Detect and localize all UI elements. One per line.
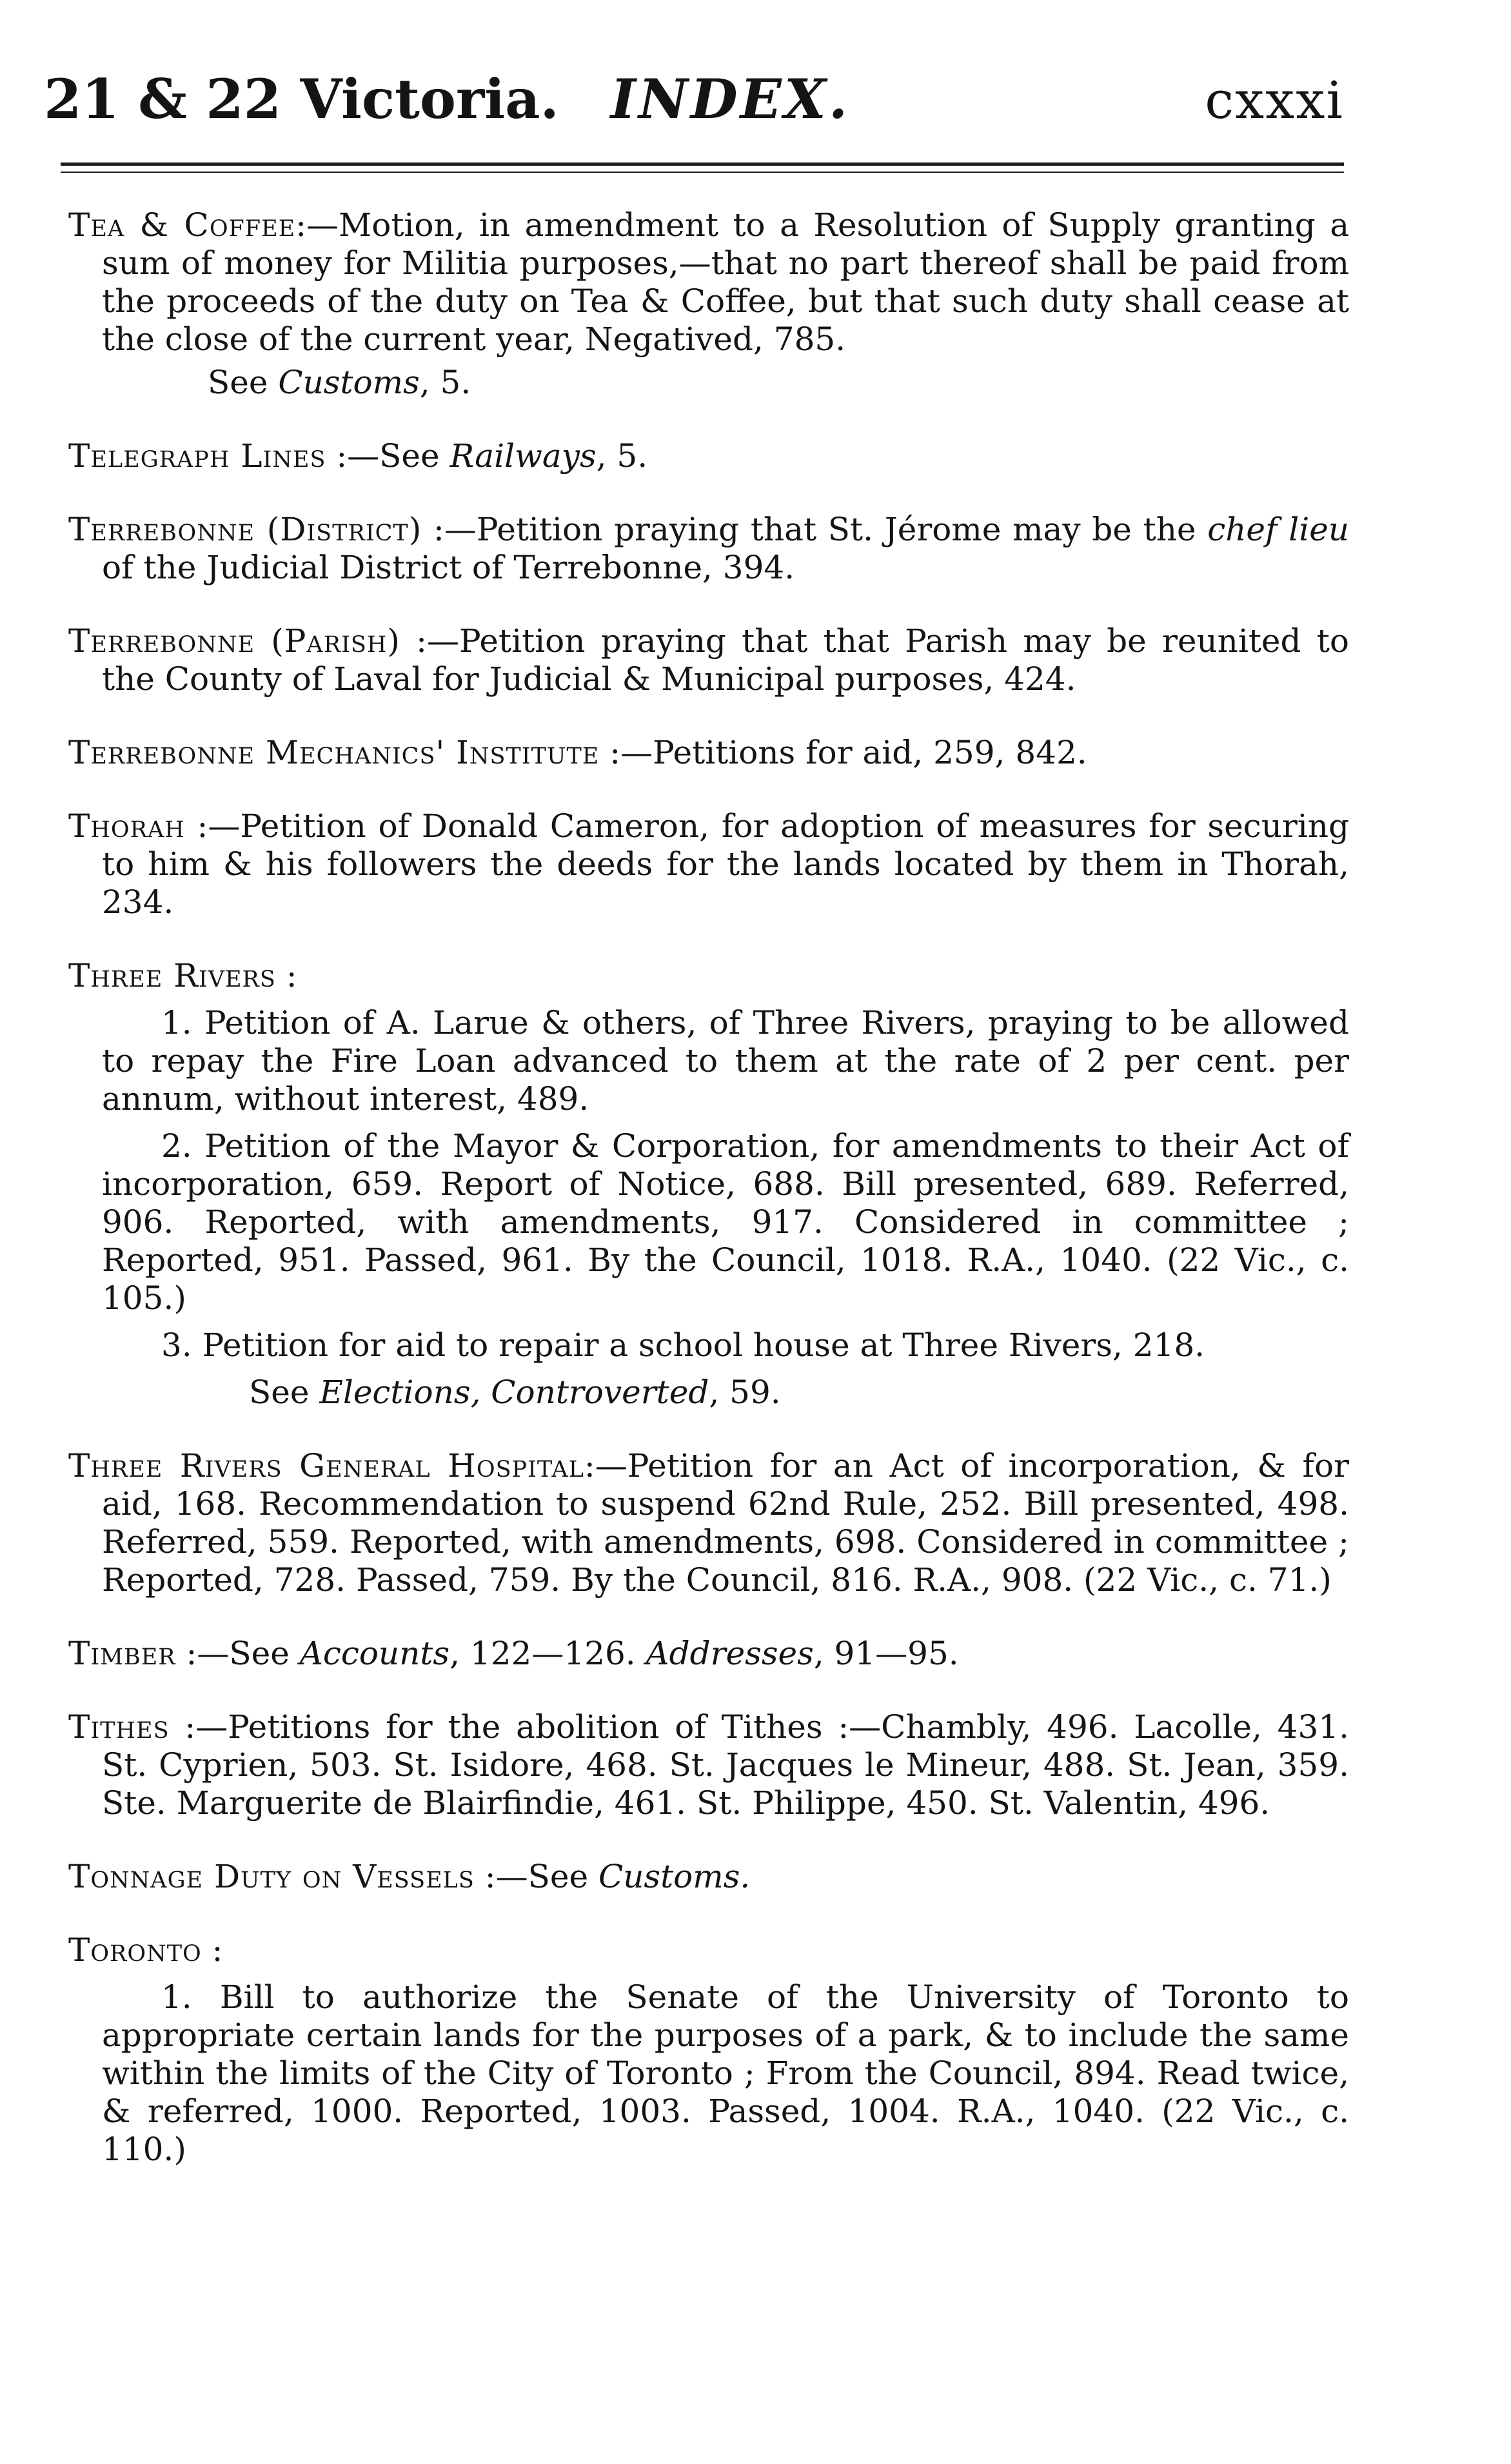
entry-heading: Tithes xyxy=(68,1708,170,1746)
entry-heading: Thorah xyxy=(68,807,185,845)
entry-heading: Timber xyxy=(68,1635,176,1672)
header-rule-thick xyxy=(61,163,1344,166)
cross-ref: Railways xyxy=(449,437,597,475)
index-body xyxy=(68,206,1349,2204)
see-reference: See Customs, 5. xyxy=(208,364,471,401)
entry-text: :—Petition for an Act of incorporation, & for aid, 168. Recommendation to suspend 62nd Rule, 252. Bill presented, 498. Referred, 559. Reported, with amendments, 698. Considered in committee ; Reported, 728. Passed, 759. By the Council, 816. R.A., 908. (22 Vic., c. 71.) xyxy=(102,1447,1349,1599)
entry-heading: Terrebonne (Parish) xyxy=(68,622,400,660)
entry-three-rivers: Three Rivers : 1. Petition of A. Larue & others, of Three Rivers, praying to be allowed to repay the Fire Loan advanced to them at the rate of 2 per cent. per annum, without interest, 489. 2. Petition of the Mayor & Corporation, for amendments to their Act of incorporation, 659. Report of Notice, 688. Bill presented, 689. Referred, 906. Reported, with amendments, 917. Considered in committee ; Reported, 951. Passed, 961. By the Council, 1018. R.A., 1040. (22 Vic., c. 105.) 3. Petition for aid to repair a school house at Three Rivers, 218. See Elections, Controverted, 59. xyxy=(68,957,1349,1411)
entry-item: 1. Petition of A. Larue & others, of Three Rivers, praying to be allowed to repay the Fire Loan advanced to them at the rate of 2 per cent. per annum, without interest, 489. xyxy=(102,1004,1349,1118)
entry-heading: Tonnage Duty on Vessels xyxy=(68,1858,475,1895)
entry-heading: Tea & Coffee xyxy=(68,206,296,244)
entry-toronto: Toronto : 1. Bill to authorize the Senate of the University of Toronto to appropriate certain lands for the purposes of a park, & to include the same within the limits of the City of Toronto ; From the Council, 894. Read twice, & referred, 1000. Reported, 1003. Passed, 1004. R.A., 1040. (22 Vic., c. 110.) xyxy=(68,1931,1349,2168)
entry-heading: Three Rivers xyxy=(68,957,276,994)
header-session: 21 & 22 Victoria. xyxy=(44,67,559,131)
cross-ref: Accounts xyxy=(299,1635,450,1672)
entry-heading: Three Rivers General Hospital xyxy=(68,1447,584,1484)
entry-terrebonne-mechanics-institute xyxy=(68,734,1349,772)
entry-text: :—Petition praying that that Parish may be reunited to the County of Laval for Judicial & Municipal purposes, 424. xyxy=(102,622,1349,698)
entry-heading: Terrebonne (District) xyxy=(68,511,422,548)
entry-telegraph-lines: Telegraph Lines :—See Railways, 5. xyxy=(68,437,648,475)
entry-text: :—Motion, in amendment to a Resolution of Supply granting a sum of money for Militia purposes,—that no part thereof shall be paid from the proceeds of the duty on Tea & Coffee, but that such duty shall cease at the close of the current year, Negatived, 785. xyxy=(102,206,1349,358)
entry-item: 3. Petition for aid to repair a school house at Three Rivers, 218. xyxy=(161,1326,1205,1364)
entry-text: :—Petitions for aid, 259, 842. xyxy=(599,734,1087,771)
header-title: INDEX. xyxy=(610,67,851,131)
entry-heading: Telegraph Lines xyxy=(68,437,326,475)
entry-text: :—Petition of Donald Cameron, for adoption of measures for securing to him & his followers the deeds for the lands located by them in Thorah, 234. xyxy=(102,807,1349,921)
entry-tonnage-duty: Tonnage Duty on Vessels :—See Customs. xyxy=(68,1858,751,1895)
see-reference: See Elections, Controverted, 59. xyxy=(249,1374,781,1411)
cross-ref: Addresses xyxy=(646,1635,814,1672)
entry-item: 1. Bill to authorize the Senate of the University of Toronto to appropriate certain lands for the purposes of a park, & to include the same within the limits of the City of Toronto ; From the Council, 894. Read twice, & referred, 1000. Reported, 1003. Passed, 1004. R.A., 1040. (22 Vic., c. 110.) xyxy=(102,1978,1349,2168)
entry-three-rivers-general-hospital xyxy=(68,1447,1349,1599)
page-header xyxy=(44,67,1344,143)
entry-thorah xyxy=(68,807,1349,922)
cross-ref: Elections, Controverted xyxy=(319,1374,709,1411)
entry-heading: Terrebonne Mechanics' Institute xyxy=(68,734,600,771)
header-page-number: cxxxi xyxy=(1205,70,1344,130)
entry-item: 2. Petition of the Mayor & Corporation, for amendments to their Act of incorporation, 659. Report of Notice, 688. Bill presented, 689. Referred, 906. Reported, with amendments, 917. Considered in committee ; Reported, 951. Passed, 961. By the Council, 1018. R.A., 1040. (22 Vic., c. 105.) xyxy=(102,1127,1349,1317)
entry-terrebonne-district: Terrebonne (District) :—Petition praying that St. Jérome may be the chef lieu of the Judicial District of Terrebonne, 394. xyxy=(68,511,1349,586)
header-rule-thin xyxy=(61,172,1344,173)
italic-term: chef lieu xyxy=(1207,511,1349,548)
entry-timber: Timber :—See Accounts, 122—126. Addresses, 91—95. xyxy=(68,1635,959,1672)
entry-text: :—Petitions for the abolition of Tithes :—Chambly, 496. Lacolle, 431. St. Cyprien, 503. St. Isidore, 468. St. Jacques le Mineur, 488. St. Jean, 359. Ste. Marguerite de Blairfindie, 461. St. Philippe, 450. St. Valentin, 496. xyxy=(102,1708,1349,1822)
entry-tithes xyxy=(68,1708,1349,1822)
cross-ref: Customs. xyxy=(598,1858,751,1895)
cross-ref: Customs xyxy=(278,364,420,401)
entry-tea-coffee xyxy=(68,206,1349,402)
entry-terrebonne-parish xyxy=(68,622,1349,698)
entry-heading: Toronto xyxy=(68,1931,202,1969)
